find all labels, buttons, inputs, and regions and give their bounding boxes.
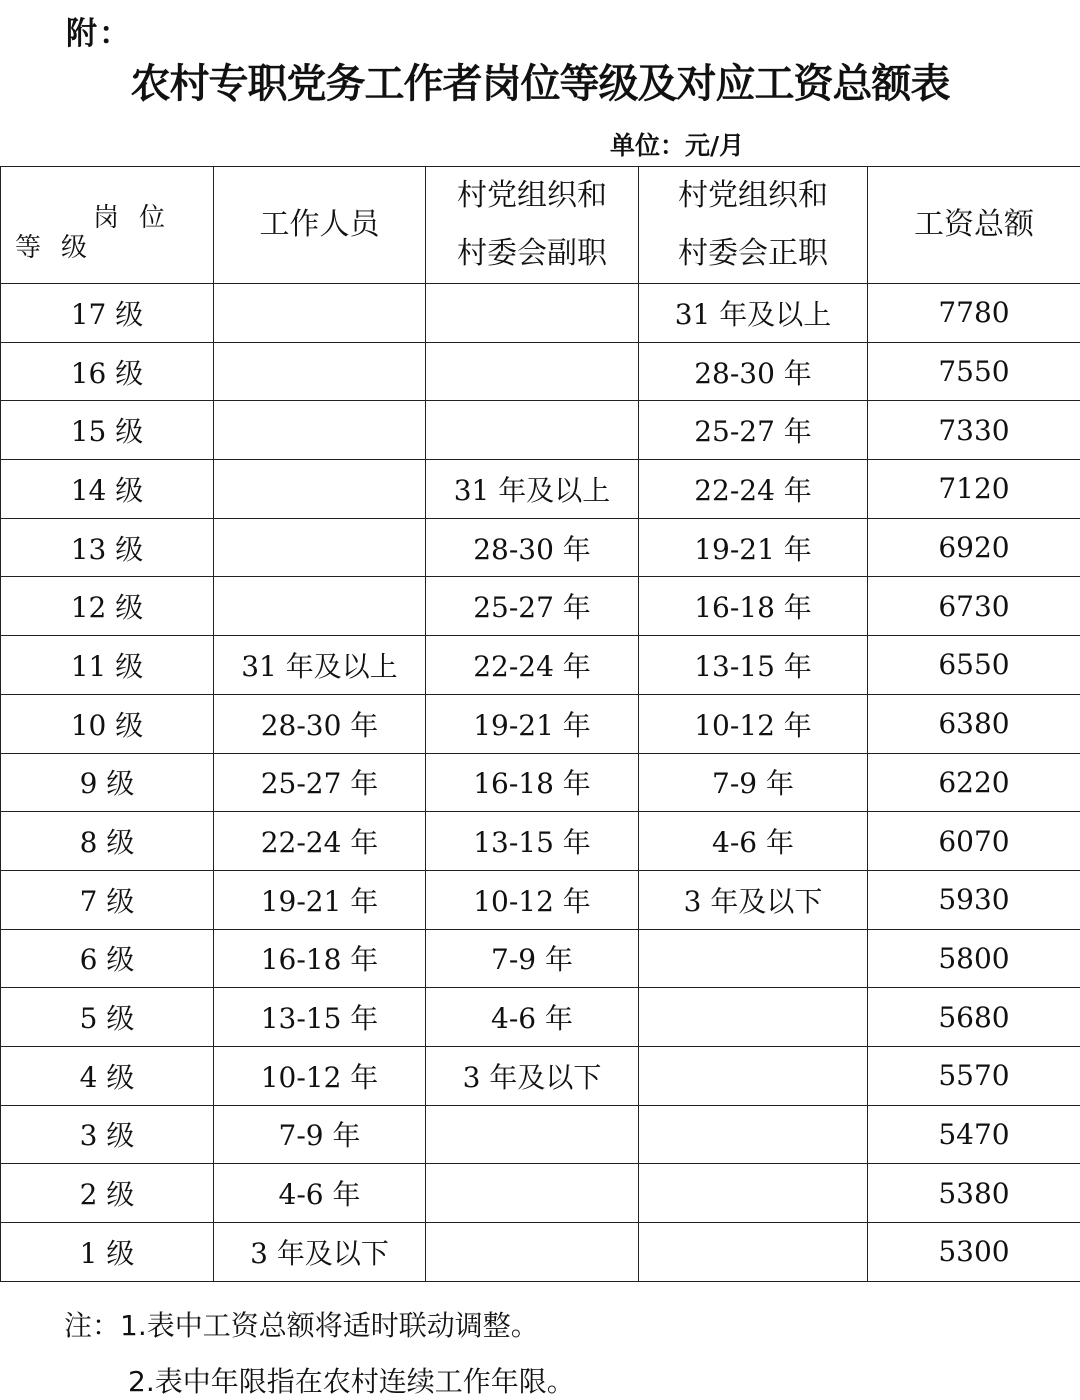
column-header-line: 工作人员	[214, 196, 425, 254]
note-2: 2.表中年限指在农村连续工作年限。	[128, 1360, 575, 1400]
staff-cell: 16-18 年	[214, 929, 426, 988]
total-cell: 7120	[868, 460, 1080, 519]
column-header-line: 村委会正职	[639, 225, 867, 283]
table-row	[1, 284, 1080, 343]
note-1: 注：1.表中工资总额将适时联动调整。	[64, 1304, 539, 1344]
grade-cell: 8 级	[1, 812, 214, 871]
chief-cell: 28-30 年	[639, 342, 868, 401]
grade-cell: 5 级	[1, 988, 214, 1047]
column-header-chief	[639, 167, 868, 284]
grade-cell: 4 级	[1, 1046, 214, 1105]
staff-cell: 3 年及以下	[214, 1223, 426, 1282]
table-row	[1, 401, 1080, 460]
staff-cell: 28-30 年	[214, 694, 426, 753]
total-cell: 5680	[868, 988, 1080, 1047]
table-body	[1, 284, 1080, 1282]
deputy-cell: 7-9 年	[426, 929, 639, 988]
grade-cell: 2 级	[1, 1164, 214, 1223]
grade-cell: 16 级	[1, 342, 214, 401]
grade-cell: 10 级	[1, 694, 214, 753]
deputy-cell: 19-21 年	[426, 694, 639, 753]
staff-cell: 31 年及以上	[214, 636, 426, 695]
deputy-cell	[426, 284, 639, 343]
total-cell: 6920	[868, 518, 1080, 577]
total-cell: 5300	[868, 1223, 1080, 1282]
deputy-cell: 4-6 年	[426, 988, 639, 1047]
salary-grade-table	[0, 166, 1080, 1282]
total-cell: 5800	[868, 929, 1080, 988]
corner-post-label: 岗位	[93, 189, 185, 247]
deputy-cell: 31 年及以上	[426, 460, 639, 519]
grade-cell: 11 级	[1, 636, 214, 695]
chief-cell: 3 年及以下	[639, 870, 868, 929]
grade-cell: 14 级	[1, 460, 214, 519]
column-header-line: 村党组织和	[426, 167, 638, 225]
total-cell: 5930	[868, 870, 1080, 929]
deputy-cell: 28-30 年	[426, 518, 639, 577]
total-cell: 6380	[868, 694, 1080, 753]
grade-cell: 13 级	[1, 518, 214, 577]
table-row	[1, 1223, 1080, 1282]
staff-cell: 25-27 年	[214, 753, 426, 812]
chief-cell: 19-21 年	[639, 518, 868, 577]
chief-cell	[639, 1046, 868, 1105]
table-row	[1, 694, 1080, 753]
deputy-cell: 22-24 年	[426, 636, 639, 695]
grade-cell: 9 级	[1, 753, 214, 812]
deputy-cell	[426, 1164, 639, 1223]
staff-cell: 7-9 年	[214, 1105, 426, 1164]
deputy-cell	[426, 401, 639, 460]
grade-cell: 7 级	[1, 870, 214, 929]
total-cell: 5470	[868, 1105, 1080, 1164]
staff-cell	[214, 401, 426, 460]
staff-cell: 4-6 年	[214, 1164, 426, 1223]
staff-cell	[214, 577, 426, 636]
chief-cell	[639, 1105, 868, 1164]
corner-grade-label: 等级	[15, 219, 107, 277]
grade-cell: 17 级	[1, 284, 214, 343]
staff-cell	[214, 518, 426, 577]
table-row	[1, 342, 1080, 401]
grade-cell: 1 级	[1, 1223, 214, 1282]
chief-cell: 16-18 年	[639, 577, 868, 636]
unit-label: 单位：元/月	[610, 126, 744, 162]
chief-cell: 22-24 年	[639, 460, 868, 519]
total-cell: 7550	[868, 342, 1080, 401]
staff-cell: 13-15 年	[214, 988, 426, 1047]
chief-cell	[639, 988, 868, 1047]
deputy-cell: 10-12 年	[426, 870, 639, 929]
chief-cell: 4-6 年	[639, 812, 868, 871]
deputy-cell: 25-27 年	[426, 577, 639, 636]
total-cell: 6550	[868, 636, 1080, 695]
page-title: 农村专职党务工作者岗位等级及对应工资总额表	[0, 52, 1080, 109]
total-cell: 6220	[868, 753, 1080, 812]
column-header-line: 工资总额	[868, 196, 1080, 254]
attachment-label: 附：	[66, 8, 132, 53]
chief-cell	[639, 1223, 868, 1282]
table-row	[1, 518, 1080, 577]
column-header-line: 村委会副职	[426, 225, 638, 283]
table-row	[1, 1105, 1080, 1164]
deputy-cell: 13-15 年	[426, 812, 639, 871]
grade-cell: 6 级	[1, 929, 214, 988]
table-row	[1, 929, 1080, 988]
column-header-staff	[214, 167, 426, 284]
table-row	[1, 870, 1080, 929]
chief-cell	[639, 1164, 868, 1223]
corner-header-cell	[1, 167, 214, 284]
grade-cell: 3 级	[1, 1105, 214, 1164]
staff-cell	[214, 284, 426, 343]
deputy-cell	[426, 1105, 639, 1164]
column-header-line: 村党组织和	[639, 167, 867, 225]
chief-cell	[639, 929, 868, 988]
deputy-cell: 3 年及以下	[426, 1046, 639, 1105]
column-header-total	[868, 167, 1080, 284]
grade-cell: 15 级	[1, 401, 214, 460]
staff-cell	[214, 342, 426, 401]
staff-cell: 22-24 年	[214, 812, 426, 871]
deputy-cell	[426, 1223, 639, 1282]
grade-cell: 12 级	[1, 577, 214, 636]
deputy-cell: 16-18 年	[426, 753, 639, 812]
chief-cell: 7-9 年	[639, 753, 868, 812]
total-cell: 7330	[868, 401, 1080, 460]
deputy-cell	[426, 342, 639, 401]
staff-cell	[214, 460, 426, 519]
staff-cell: 10-12 年	[214, 1046, 426, 1105]
table-row	[1, 460, 1080, 519]
total-cell: 5570	[868, 1046, 1080, 1105]
table-row	[1, 1046, 1080, 1105]
table-row	[1, 753, 1080, 812]
total-cell: 7780	[868, 284, 1080, 343]
column-header-deputy	[426, 167, 639, 284]
table-row	[1, 577, 1080, 636]
total-cell: 6730	[868, 577, 1080, 636]
table-row	[1, 1164, 1080, 1223]
table-row	[1, 636, 1080, 695]
total-cell: 6070	[868, 812, 1080, 871]
table-row	[1, 988, 1080, 1047]
chief-cell: 13-15 年	[639, 636, 868, 695]
table-row	[1, 812, 1080, 871]
total-cell: 5380	[868, 1164, 1080, 1223]
table-header-row	[1, 167, 1080, 284]
chief-cell: 10-12 年	[639, 694, 868, 753]
staff-cell: 19-21 年	[214, 870, 426, 929]
chief-cell: 25-27 年	[639, 401, 868, 460]
chief-cell: 31 年及以上	[639, 284, 868, 343]
